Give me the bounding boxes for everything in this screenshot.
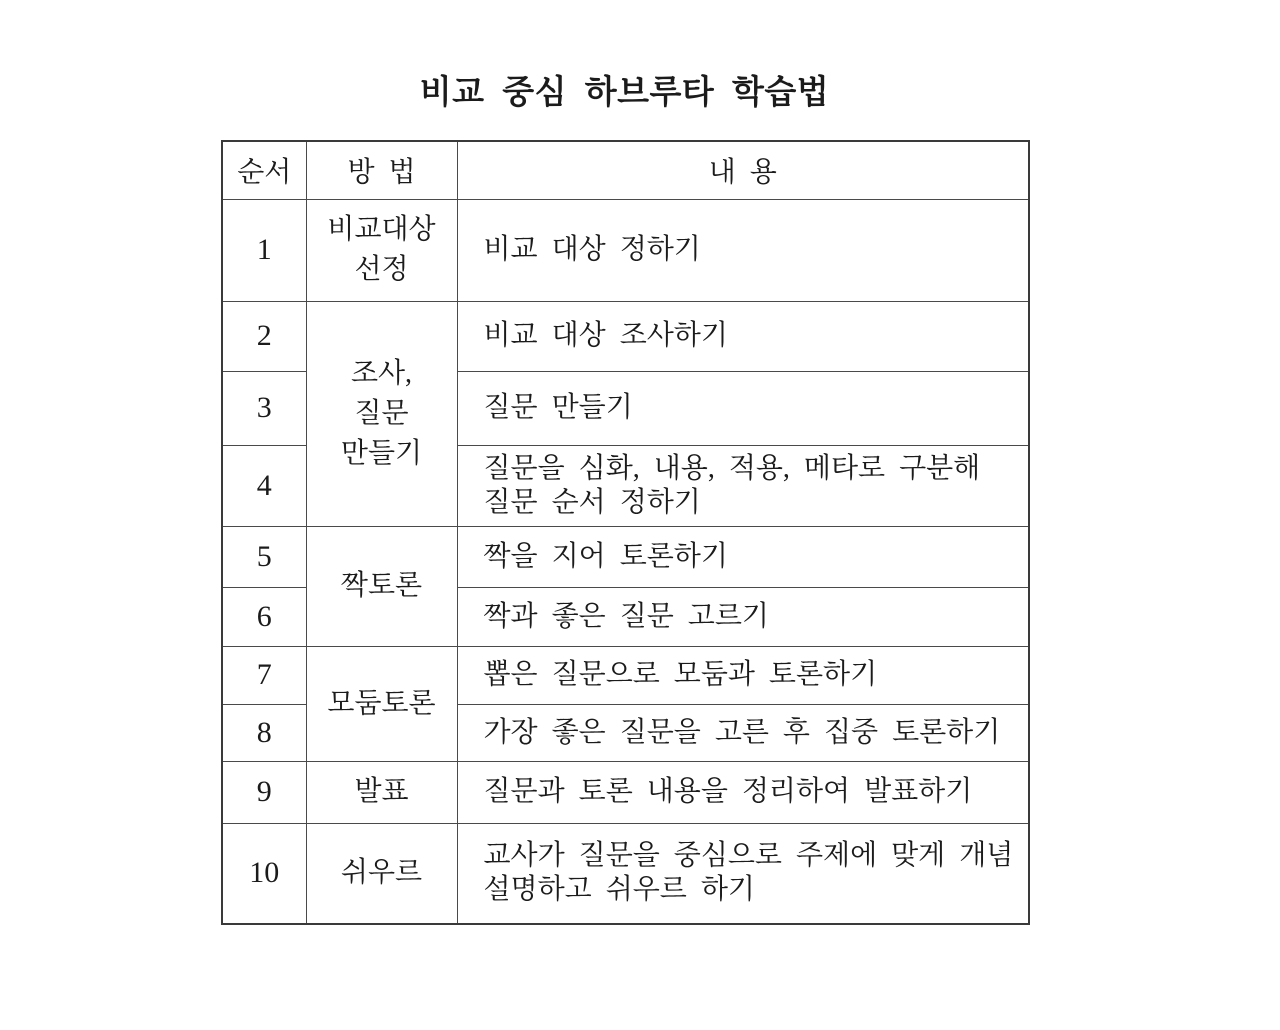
content-cell: 교사가 질문을 중심으로 주제에 맞게 개념 설명하고 쉬우르 하기 <box>457 823 1029 924</box>
method-line: 모둠토론 <box>327 687 436 719</box>
table-row <box>222 823 1029 924</box>
table-body <box>222 199 1029 924</box>
method-line: 짝토론 <box>340 570 423 601</box>
document-page <box>221 0 1028 925</box>
content-cell: 질문을 심화, 내용, 적용, 메타로 구분해 질문 순서 정하기 <box>457 445 1029 526</box>
order-cell: 6 <box>222 587 306 646</box>
order-cell: 1 <box>222 199 306 301</box>
order-cell: 8 <box>222 704 306 761</box>
header-order: 순서 <box>222 141 306 199</box>
method-line: 질문 <box>354 397 409 429</box>
table-row <box>222 199 1029 301</box>
method-cell <box>306 526 457 646</box>
header-method: 방 법 <box>306 141 457 199</box>
order-cell: 3 <box>222 371 306 445</box>
table-row <box>222 761 1029 823</box>
method-cell <box>306 646 457 761</box>
order-cell: 4 <box>222 445 306 526</box>
method-line: 비교대상 <box>327 214 436 245</box>
table-header-row <box>222 141 1029 199</box>
order-cell: 10 <box>222 823 306 924</box>
order-cell: 7 <box>222 646 306 704</box>
order-cell: 5 <box>222 526 306 587</box>
order-cell: 2 <box>222 301 306 371</box>
table-row <box>222 646 1029 704</box>
content-cell: 짝과 좋은 질문 고르기 <box>457 587 1029 646</box>
order-cell: 9 <box>222 761 306 823</box>
method-cell <box>306 199 457 301</box>
content-cell: 비교 대상 조사하기 <box>457 301 1029 371</box>
method-line: 조사, <box>350 357 413 389</box>
table-row <box>222 526 1029 587</box>
method-line: 쉬우르 <box>340 857 423 889</box>
method-line: 선정 <box>354 254 409 285</box>
method-line: 만들기 <box>340 437 423 469</box>
page-title: 비교 중심 하브루타 학습법 <box>419 75 830 111</box>
method-cell <box>306 761 457 823</box>
content-cell: 뽑은 질문으로 모둠과 토론하기 <box>457 646 1029 704</box>
method-cell <box>306 301 457 526</box>
content-cell: 가장 좋은 질문을 고른 후 집중 토론하기 <box>457 704 1029 761</box>
method-cell <box>306 823 457 924</box>
content-cell: 질문과 토론 내용을 정리하여 발표하기 <box>457 761 1029 823</box>
havruta-method-table <box>221 140 1030 925</box>
method-line: 발표 <box>354 776 409 807</box>
content-cell: 질문 만들기 <box>457 371 1029 445</box>
content-cell: 비교 대상 정하기 <box>457 199 1029 301</box>
table-row <box>222 301 1029 371</box>
content-cell: 짝을 지어 토론하기 <box>457 526 1029 587</box>
header-content: 내 용 <box>457 141 1029 199</box>
